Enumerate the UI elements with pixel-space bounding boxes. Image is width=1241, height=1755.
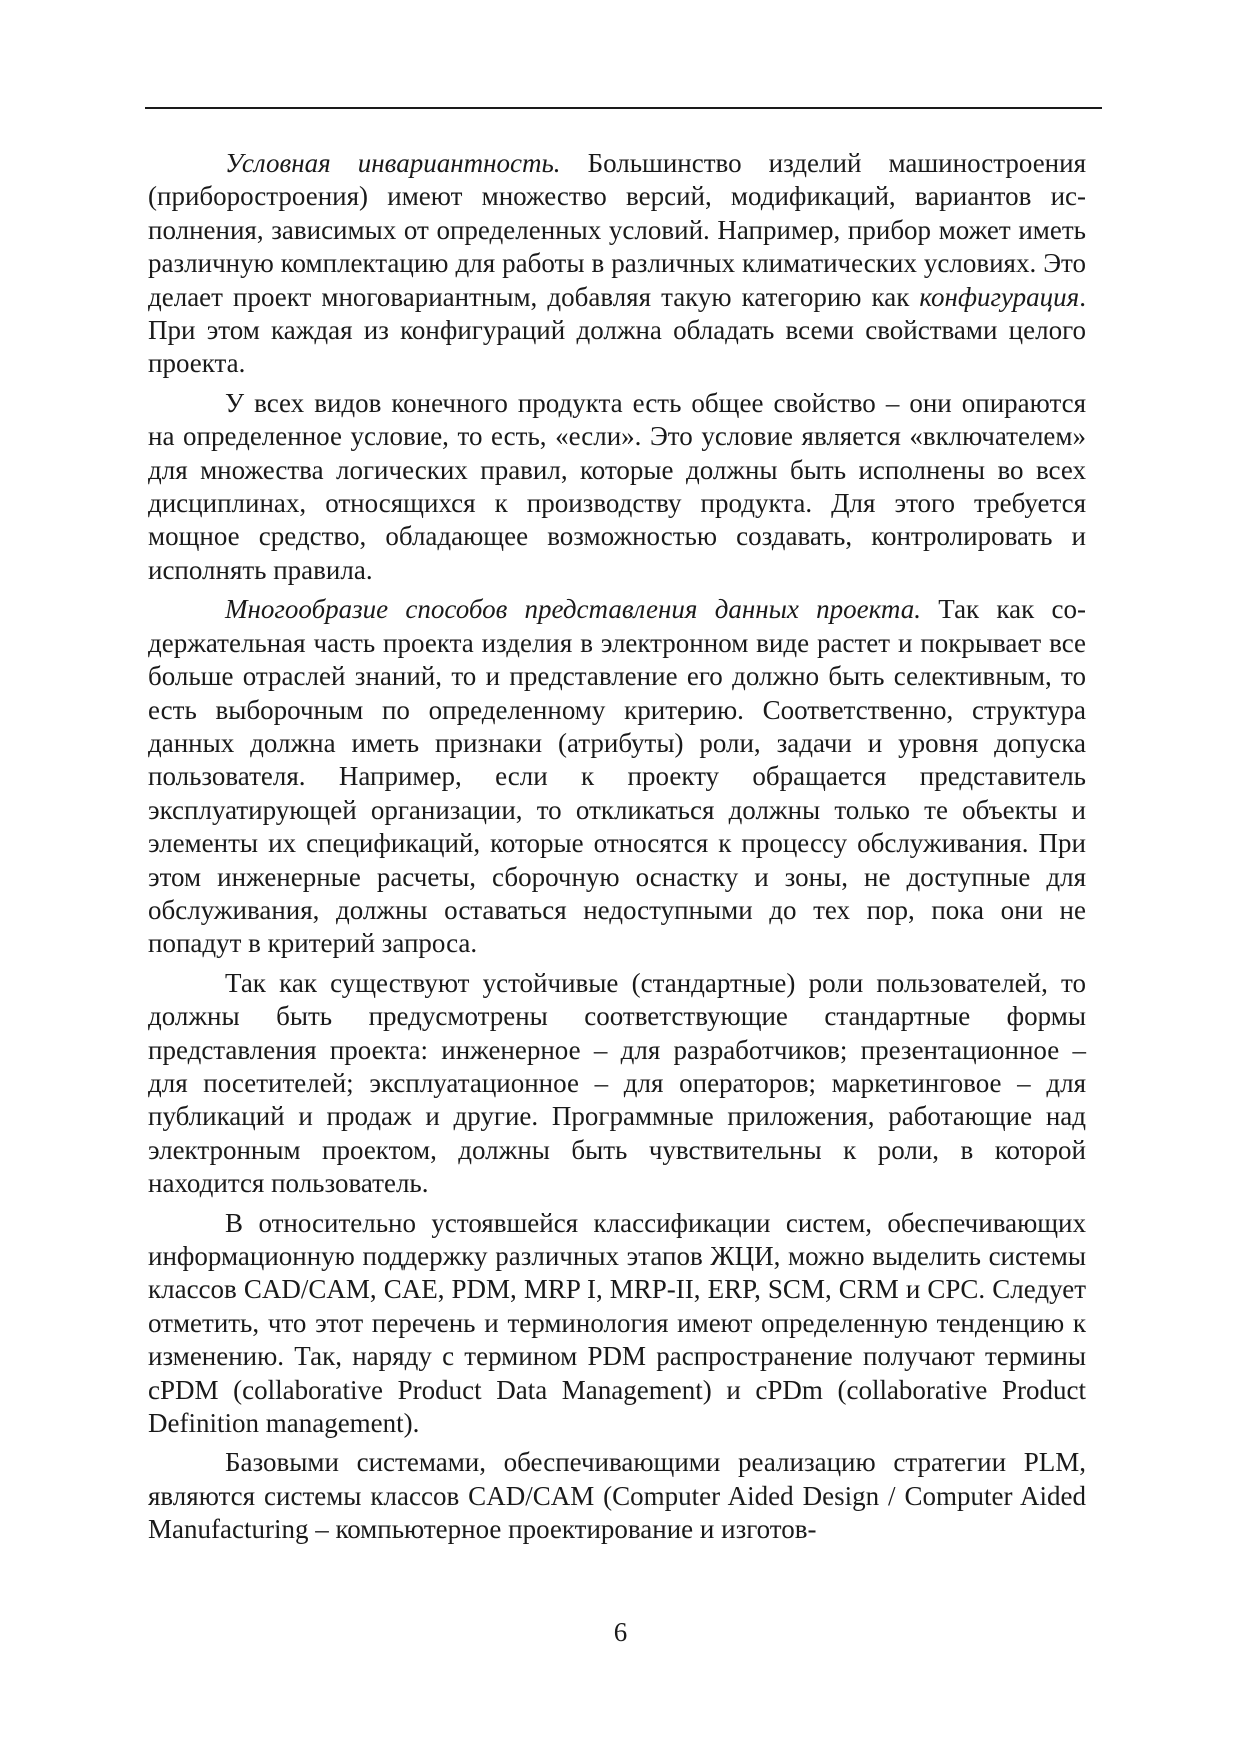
paragraph-conditional-invariance <box>148 147 1086 381</box>
paragraph-data-representation <box>148 593 1086 960</box>
paragraph-user-roles <box>148 967 1086 1201</box>
header-rule <box>145 107 1102 109</box>
paragraph-text: В относительно устоявшейся классификации систем, обеспечивающих информационную поддержку различных этапов ЖЦИ, можно выделить системы классов CAD/CAM, CAE, PDM, MRP I, MRP-II, ERP, SCM, CRM и CPC. Следует отметить, что этот перечень и терминология имеют определенную тенденцию к изменению. Так, наряду с термином PDM распространение получают термины cPDM (collaborative Product Data Management) и cPDm (collaborative Product Definition management). <box>148 1207 1086 1439</box>
paragraph-text: Так как содержательная часть проекта изделия в электронном виде растет и покрывает все больше отраслей знаний, то и представление его должно быть селективным, то есть выборочным по определенному критерию. Соответственно, структура данных должна иметь признаки (атрибуты) роли, задачи и уровня допуска пользователя. Например, если к проекту обращается представитель эксплуатирующей организации, то откликаться должны только те объекты и элементы их спецификаций, которые относятся к процессу обслуживания. При этом инженерные расчеты, сборочную оснастку и зоны, не доступные для обслуживания, должны оставаться недоступными до тех пор, пока они не попадут в критерий запроса. <box>148 594 1086 959</box>
paragraph-system-classification <box>148 1207 1086 1441</box>
paragraph-base-systems <box>148 1446 1086 1546</box>
paragraph-text: Так как существуют устойчивые (стандартные) роли пользователей, то должны быть предусмотрены соответствующие стандартные формы представления проекта: инженерное – для разработчиков; презентационное – для посетителей; эксплуатационное – для операторов; маркетинговое – для публикаций и продаж и другие. Программные приложения, работающие над электронным проектом, должны быть чувствительны к роли, в которой находится пользователь. <box>148 967 1086 1199</box>
term-configuration: конфигурация <box>919 281 1080 312</box>
paragraph-lead: Условная инвариантность. <box>225 148 561 178</box>
page-body <box>148 147 1086 1553</box>
paragraph-text: У всех видов конечного продукта есть общее свойство – они опираются на определенное условие, то есть, «если». Это условие является «включателем» для множества логических правил, которые должны быть исполнены во всех дисциплинах, относящихся к производству продукта. Для этого требуется мощное средство, обладающее возможностью создавать, контролировать и исполнять правила. <box>148 387 1086 585</box>
paragraph-text: Базовыми системами, обеспечивающими реализацию стратегии PLM, являются системы классов CAD/CAM (Computer Aided Design / Computer Aided Manufacturing – компьютерное проектирование и изготов- <box>148 1447 1086 1545</box>
paragraph-lead: Многообразие способов представления данных проекта. <box>225 594 921 625</box>
paragraph-product-condition <box>148 387 1086 587</box>
paragraph-text: Большинство изделий машиностроения (приборостроения) имеют множество версий, модификаций, вариантов исполнения, зависимых от определенных условий. Например, прибор может иметь различную комплектацию для работы в различных климатических условиях. Это делает проект многовариантным, добавляя такую категорию как <box>148 148 1086 312</box>
paragraph-text: . При этом каждая из конфигураций должна обладать всеми свойствами целого проекта. <box>148 281 1086 379</box>
page-number: 6 <box>613 1617 628 1647</box>
